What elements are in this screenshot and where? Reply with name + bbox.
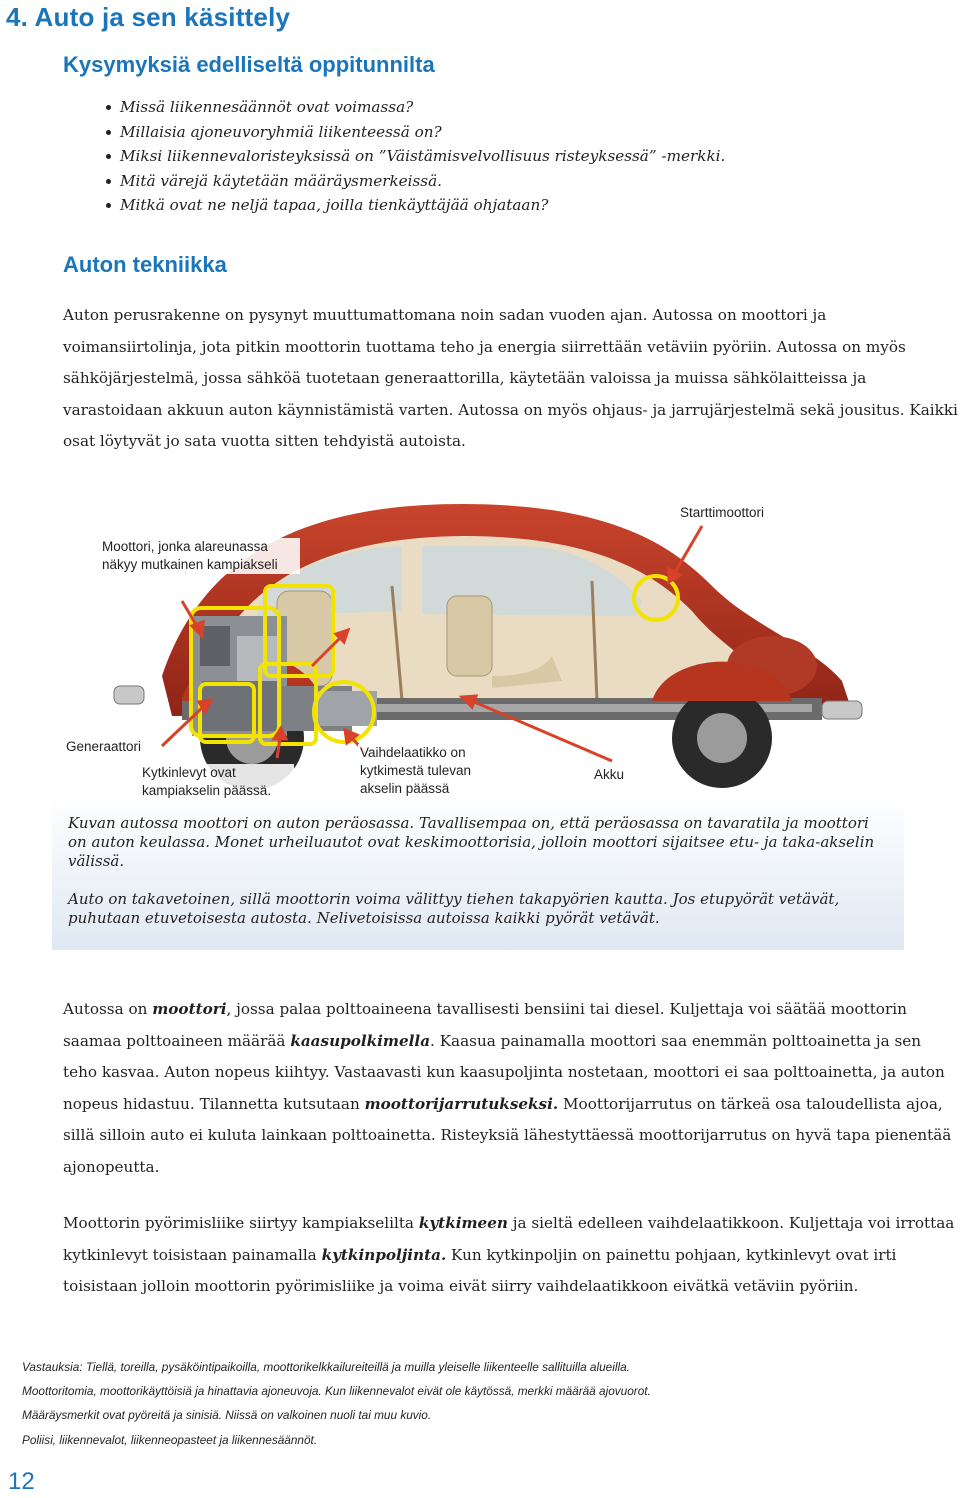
term-kytkinpoljinta: kytkinpoljinta.	[321, 1245, 447, 1264]
list-item: Mitkä ovat ne neljä tapaa, joilla tienkäyttäjää ohjataan?	[104, 193, 725, 218]
term-kytkimeen: kytkimeen	[418, 1214, 508, 1232]
list-item: Mitä värejä käytetään määräysmerkeissä.	[104, 169, 725, 194]
gearbox-label: Vaihdelaatikko on kytkimestä tulevan akselin päässä	[358, 744, 506, 798]
battery-label: Akku	[594, 767, 625, 782]
figure-caption-engine-location: Kuvan autossa moottori on auton peräosassa. Tavallisempaa on, että peräosassa on tavaratila ja moottori on auton keulassa. Monet urheiluautot ovat keskimoottorisia, jolloin moottori sijaitsee etu- ja taka-akselin välissä.	[68, 814, 875, 870]
clutch-paragraph: Moottorin pyörimisliike siirtyy kampiakselilta kytkimeen ja sieltä edelleen vaihdelaatikkoon. Kuljettaja voi irrottaa kytkinlevyt toisistaan painamalla kytkinpoljinta. Kun kytkinpoljin on painettu pohjaan, kytkinlevyt ovat irti toisistaan jolloin moottorin pyörimisliike ja voima eivät siirry vaihdelaatikkoon eivätkä vetäviin pyöriin.	[63, 1214, 955, 1295]
list-item: Millaisia ajoneuvoryhmiä liikenteessä on?	[104, 120, 725, 145]
starter-label: Starttimoottori	[680, 505, 765, 520]
term-kaasupolkimella: kaasupolkimella	[290, 1031, 431, 1050]
engine-paragraph: Autossa on moottori, jossa palaa polttoaineena tavallisesti bensiini tai diesel. Kuljettaja voi säätää moottorin saamaa polttoaineen määrää kaasupolkimella. Kaasua painamalla moottori saa enemmän polttoainetta ja sen teho kasvaa. Auton nopeus kiihtyy. Vastaavasti kun kaasupoljinta nostetaan, moottori ei saa polttoainetta, ja auton nopeus hidastuu. Tilannetta kutsutaan moottorijarrutukseksi. Moottorijarrutus on tärkeä osa taloudellista ajoa, sillä silloin auto ei kuluta lainkaan polttoainetta. Risteyksiä lähestyttäessä moottorijarrutus on hyvä tapa pienentää ajonopeutta.	[63, 1000, 952, 1176]
intro-paragraph: Auton perusrakenne on pysynyt muuttumattomana noin sadan vuoden ajan. Autossa on moottori ja voimansiirtolinja, jota pitkin moottorin tuottama teho ja energia siirrettään vetäviin pyöriin. Autossa on myös sähköjärjestelmä, jossa sähköä tuotetaan generaattorilla, käytetään valoissa ja muissa sähkölaitteissa ja varastoidaan akkuun auton käynnistämistä varten. Autossa on myös ohjaus- ja jarrujärjestelmä sekä jousitus. Kaikki osat löytyvät jo sata vuotta sitten tehdyistä autoista.	[63, 306, 958, 450]
list-item: Miksi liikennevaloristeyksissä on ”Väistämisvelvollisuus risteyksessä” -merkki.	[104, 144, 725, 169]
list-item: Missä liikennesäännöt ovat voimassa?	[104, 95, 725, 120]
answer-item: Moottoritomia, moottorikäyttöisiä ja hinattavia ajoneuvoja. Kun liikennevalot eivät ole käytössä, merkki määrää ajovuorot.	[22, 1384, 651, 1399]
answer-item: Vastauksia: Tiellä, toreilla, pysäköintipaikoilla, moottorikelkkailureiteillä ja muilla yleiselle liikenteelle sallituilla alueilla.	[22, 1360, 630, 1374]
section-heading: Auton tekniikka	[63, 252, 227, 277]
answers-list	[22, 1355, 942, 1452]
generator-label: Generaattori	[66, 739, 142, 754]
car-cutaway-figure	[52, 476, 904, 950]
page-number: 12	[8, 1468, 35, 1495]
figure-caption-drive-type: Auto on takavetoinen, sillä moottorin voima välittyy tiehen takapyörien kautta. Jos etupyörät vetävät, puhutaan etuvetoisesta autosta. Nelivetoisissa autoissa kaikki pyörät vetävät.	[68, 890, 840, 927]
review-heading: Kysymyksiä edelliseltä oppitunnilta	[63, 52, 435, 77]
clutch-plates-label: Kytkinlevyt ovat kampiakselin päässä.	[140, 764, 294, 800]
term-moottorijarrutukseksi: moottorijarrutukseksi.	[364, 1094, 559, 1113]
term-moottori: moottori	[152, 1000, 227, 1018]
answer-item: Määräysmerkit ovat pyöreitä ja sinisiä. Niissä on valkoinen nuoli tai muu kuvio.	[22, 1408, 432, 1423]
review-question-list	[104, 95, 725, 218]
answer-item: Poliisi, liikennevalot, liikenneopasteet ja liikennesäännöt.	[22, 1432, 318, 1447]
chapter-title: 4. Auto ja sen käsittely	[6, 2, 291, 32]
engine-label: Moottori, jonka alareunassa näkyy mutkainen kampiakseli	[100, 538, 300, 574]
